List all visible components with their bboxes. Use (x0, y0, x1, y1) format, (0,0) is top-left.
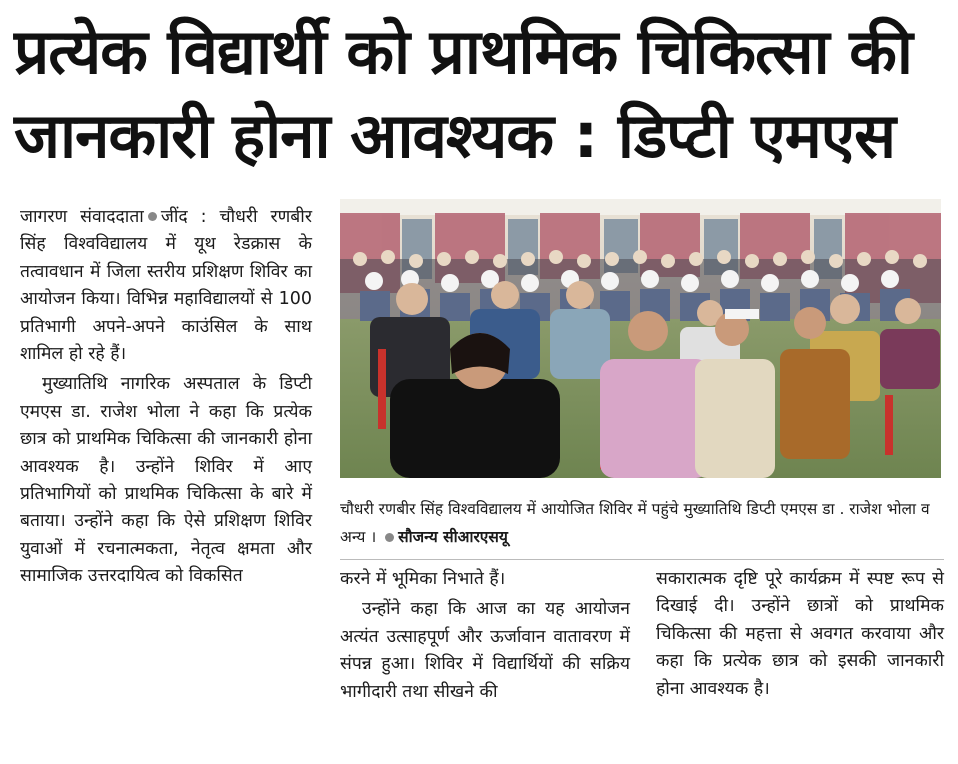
article-paragraph: सकारात्मक दृष्टि पूरे कार्यक्रम में स्पष्ट रूप से दिखाई दी। उन्होंने छात्रों को प्राथमिक चिकित्सा की महत्ता से अवगत करवाया और कहा कि प्रत्येक छात्र को इसकी जानकारी होना आवश्यक है। (656, 569, 944, 699)
article-column-1 (20, 204, 312, 591)
article-column-2 (340, 566, 630, 706)
bullet-icon (148, 212, 157, 221)
headline-line-1: प्रत्येक विद्यार्थी को प्राथमिक चिकित्सा की (14, 15, 912, 88)
article-paragraph (20, 204, 312, 368)
byline-reporter: जागरण संवाददाता (20, 207, 144, 227)
article-paragraph: करने में भूमिका निभाते हैं। (340, 569, 506, 589)
article-paragraph: उन्होंने कहा कि आज का यह आयोजन अत्यंत उत्साहपूर्ण और ऊर्जावान वातावरण में संपन्न हुआ। शिविर में विद्यार्थियों की सक्रिय भागीदारी तथा सीखने की (340, 599, 630, 702)
headline-line-2: जानकारी होना आवश्यक : डिप्टी एमएस (14, 99, 895, 172)
byline-location: जींद : (160, 207, 207, 227)
bullet-icon (385, 533, 394, 542)
caption-text: चौधरी रणबीर सिंह विश्वविद्यालय में आयोजित शिविर में पहुंचे मुख्यातिथि डिप्टी एमएस डा . राजेश भोला व अन्य । (340, 500, 930, 546)
article-text: चौधरी रणबीर सिंह विश्वविद्यालय में यूथ रेडक्रास के तत्वावधान में जिला स्तरीय प्रशिक्षण शिविर का आयोजन किया। विभिन्न महाविद्यालयों से 100 प्रतिभागी अपने-अपने काउंसिल के साथ शामिल हो रहे हैं। (20, 207, 312, 365)
photo-credit: सौजन्य सीआरएसयू (398, 528, 508, 546)
caption-divider (340, 559, 944, 560)
photo-illustration (340, 199, 941, 478)
article-column-3 (656, 566, 944, 703)
photo-caption (340, 495, 944, 551)
headline (14, 10, 944, 178)
event-photo (340, 199, 941, 478)
article-paragraph: मुख्यातिथि नागरिक अस्पताल के डिप्टी एमएस डा. राजेश भोला ने कहा कि प्रत्येक छात्र को प्राथमिक चिकित्सा की जानकारी होना आवश्यक है। उन्होंने शिविर में आए प्रतिभागियों को प्राथमिक चिकित्सा के बारे में बताया। उन्होंने कहा कि ऐसे प्रशिक्षण शिविर युवाओं में रचनात्मकता, नेतृत्व क्षमता और सामाजिक उत्तरदायित्व को विकसित (20, 374, 312, 587)
